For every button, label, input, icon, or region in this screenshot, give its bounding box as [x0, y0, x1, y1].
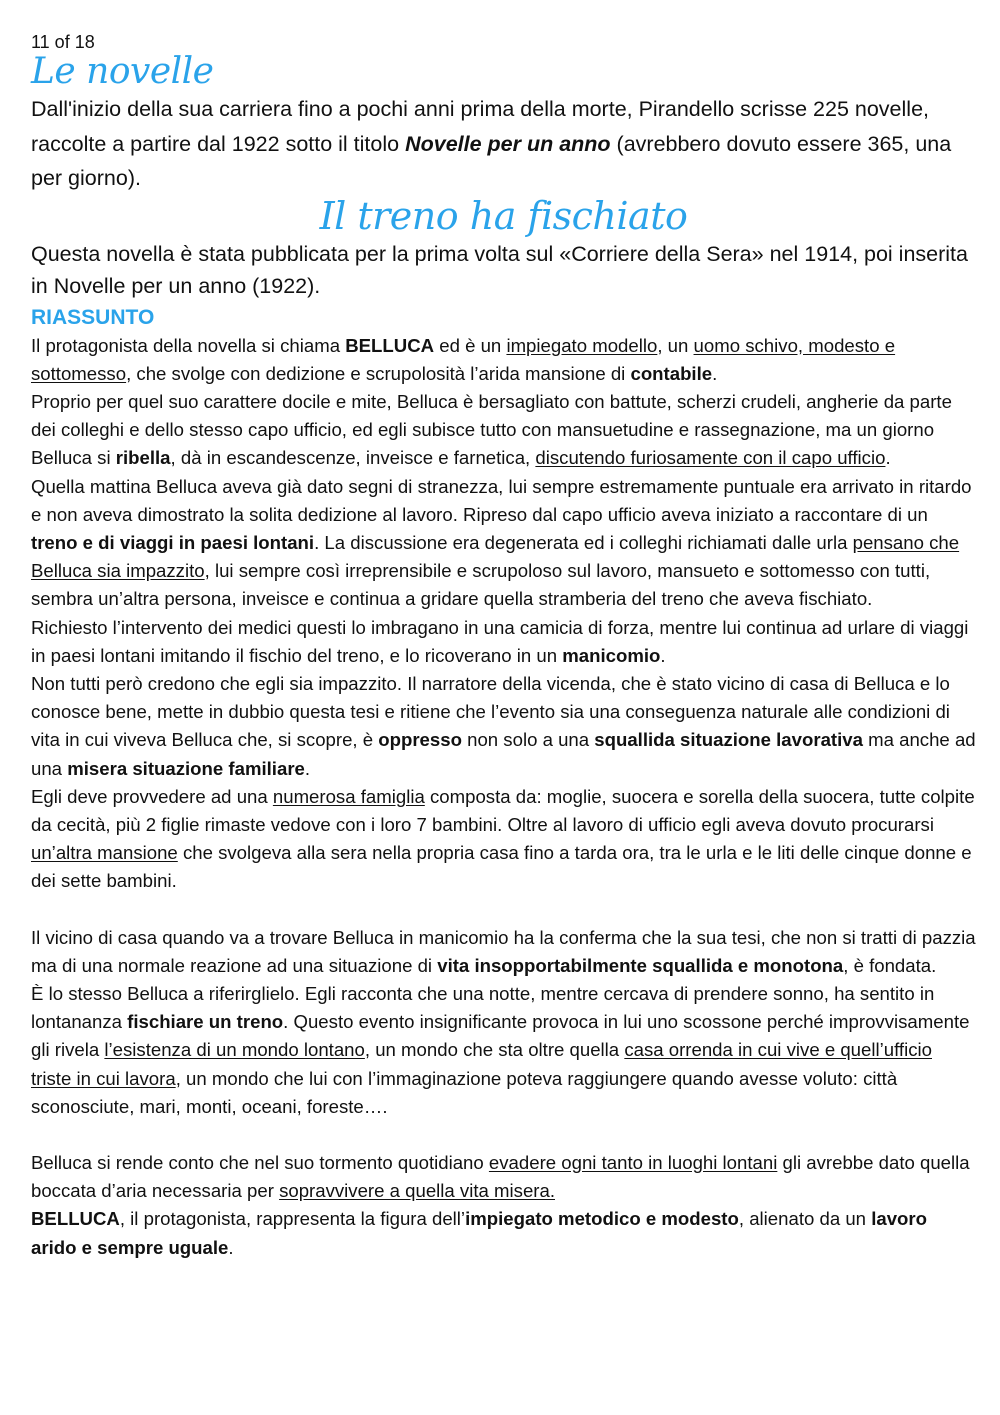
text-run: Dall'inizio della sua carriera fino a pochi anni prima della morte, Pirandello scrisse 225 novelle, raccolte a partire dal 1922 sotto il titolo: [31, 97, 930, 156]
underlined-text: un’altra mansione: [31, 842, 178, 864]
bold-text: BELLUCA: [31, 1208, 120, 1230]
summary-paragraph-2: [31, 388, 976, 473]
bold-text: misera situazione familiare: [67, 757, 305, 779]
summary-paragraph-9: [31, 1149, 976, 1205]
summary-body: [31, 332, 976, 1262]
bold-text: squallida situazione lavorativa: [594, 729, 863, 751]
summary-paragraph-5: [31, 670, 976, 783]
underlined-text: sopravvivere a quella vita misera.: [279, 1180, 555, 1202]
book-title: Novelle per un anno: [405, 131, 611, 156]
text-run: Egli deve provvedere ad una: [31, 785, 273, 807]
text-run: . Questo evento insignificante provoca in lui uno scossone perché improvvisamente gli rivela: [31, 1011, 970, 1061]
text-run: composta da: moglie, suocera e sorella della suocera, tutte colpite da cecità, più 2 figlie rimaste vedove con i loro 7 bambini. Oltre al lavoro di ufficio egli aveva dovuto procurarsi: [31, 785, 975, 835]
summary-paragraph-10: [31, 1205, 976, 1261]
underlined-text: l’esistenza di un mondo lontano: [104, 1039, 365, 1061]
text-run: .: [304, 757, 311, 779]
underlined-text: discutendo furiosamente con il capo ufficio: [535, 447, 886, 469]
underlined-text: casa orrenda in cui vive e quell’ufficio triste in cui lavora: [31, 1039, 932, 1089]
bold-text: lavoro arido e sempre uguale: [31, 1208, 927, 1258]
underlined-text: numerosa famiglia: [272, 785, 425, 807]
underlined-text: pensano che Belluca sia impazzito: [31, 531, 960, 582]
text-run: , che svolge con dedizione e scrupolosità l’arida mansione di: [126, 362, 631, 384]
paragraph-gap: [31, 896, 976, 924]
summary-paragraph-7: [31, 924, 976, 980]
text-run: Belluca si rende conto che nel suo tormento quotidiano: [31, 1151, 489, 1173]
text-run: , dà in escandescenze, inveisce e farnetica,: [170, 447, 536, 469]
section-title-novelle: Le novelle: [31, 51, 214, 92]
text-run: Quella mattina Belluca aveva già dato segni di stranezza, lui sempre estremamente puntuale era arrivato in ritardo e non aveva dimostrato la solita dedizione al lavoro. Ripreso dal capo ufficio aveva iniziato a raccontare di un: [31, 475, 972, 525]
story-title: Il treno ha fischiato: [319, 193, 688, 238]
text-run: Il vicino di casa quando va a trovare Belluca in manicomio ha la conferma che la sua tesi, che non si tratti di pazzia ma di una normale reazione ad una situazione di: [31, 926, 976, 976]
text-run: Richiesto l’intervento dei medici questi lo imbragano in una camicia di forza, mentre lui continua ad urlare di viaggi in paesi lontani imitando il fischio del treno, e lo ricoverano in un: [31, 616, 969, 666]
intro-paragraph: [31, 92, 976, 196]
underlined-text: impiegato modello: [506, 334, 658, 356]
bold-text: manicomio: [562, 644, 661, 666]
text-run: che svolgeva alla sera nella propria casa fino a tarda ora, tra le urla e le liti delle cinque donne e dei sette bambini.: [31, 842, 972, 892]
text-run: Proprio per quel suo carattere docile e mite, Belluca è bersagliato con battute, scherzi crudeli, angherie da parte dei colleghi e dello stesso capo ufficio, ed egli subisce tutto con mansuetudine e rassegnazione, ma un giorno Belluca si: [31, 390, 952, 469]
summary-paragraph-3: [31, 473, 976, 614]
text-run: , un mondo che sta oltre quella: [364, 1039, 625, 1061]
text-run: È lo stesso Belluca a riferirglielo. Egli racconta che una notte, mentre cercava di prendere sonno, ha sentito in lontananza: [31, 982, 935, 1033]
text-run: (avrebbero dovuto essere 365, una per giorno).: [31, 131, 952, 190]
text-run: , un: [657, 334, 694, 356]
bold-text: oppresso: [378, 729, 462, 751]
bold-text: fischiare un treno: [127, 1011, 284, 1033]
riassunto-heading: RIASSUNTO: [31, 305, 155, 329]
text-run: non solo a una: [461, 729, 595, 751]
text-run: .: [885, 447, 891, 469]
text-run: , alienato da un: [738, 1208, 872, 1230]
summary-paragraph-4: [31, 614, 976, 670]
text-run: Il protagonista della novella si chiama: [31, 334, 346, 356]
bold-text: ribella: [115, 447, 171, 469]
text-run: . La discussione era degenerata ed i colleghi richiamati dalle urla: [314, 531, 853, 553]
text-run: , il protagonista, rappresenta la figura dell’: [119, 1208, 466, 1230]
underlined-text: uomo schivo, modesto e sottomesso: [31, 334, 896, 384]
bold-text: vita insopportabilmente squallida e monotona: [437, 954, 844, 976]
text-run: , un mondo che lui con l’immaginazione poteva raggiungere quando avesse voluto: città sconosciute, mari, monti, oceani, foreste….: [31, 1067, 898, 1117]
text-run: ed è un: [434, 334, 507, 356]
bold-text: contabile: [630, 362, 713, 384]
text-run: , è fondata.: [843, 954, 937, 976]
text-run: gli avrebbe dato quella boccata d’aria necessaria per: [31, 1151, 970, 1202]
publication-paragraph: Questa novella è stata pubblicata per la prima volta sul «Corriere della Sera» nel 1914, poi inserita in Novelle per un anno (1922).: [31, 241, 968, 298]
text-run: ma anche ad una: [31, 729, 976, 779]
bold-text: treno e di viaggi in paesi lontani: [31, 531, 315, 553]
summary-paragraph-1: [31, 332, 976, 388]
summary-paragraph-8: [31, 980, 976, 1121]
page-number: 11 of 18: [31, 32, 95, 52]
text-run: .: [660, 644, 666, 666]
text-run: .: [712, 362, 718, 384]
text-run: , lui sempre così irreprensibile e scrupoloso sul lavoro, mansueto e sottomesso con tutti, sembra un’altra persona, inveisce e continua a gridare quella stramberia del treno che aveva fischiato.: [31, 560, 931, 610]
text-run: Non tutti però credono che egli sia impazzito. Il narratore della vicenda, che è stato vicino di casa di Belluca e lo conosce bene, mette in dubbio questa tesi e ritiene che l’evento sia una conseguenza naturale alle condizioni di vita in cui viveva Belluca che, si scopre, è: [31, 672, 950, 751]
underlined-text: evadere ogni tanto in luoghi lontani: [488, 1151, 778, 1173]
document-page: [31, 30, 976, 1262]
bold-text: impiegato metodico e modesto: [465, 1208, 739, 1230]
text-run: .: [228, 1236, 234, 1258]
summary-paragraph-6: [31, 783, 976, 896]
bold-text: BELLUCA: [345, 334, 435, 356]
paragraph-gap: [31, 1121, 976, 1149]
